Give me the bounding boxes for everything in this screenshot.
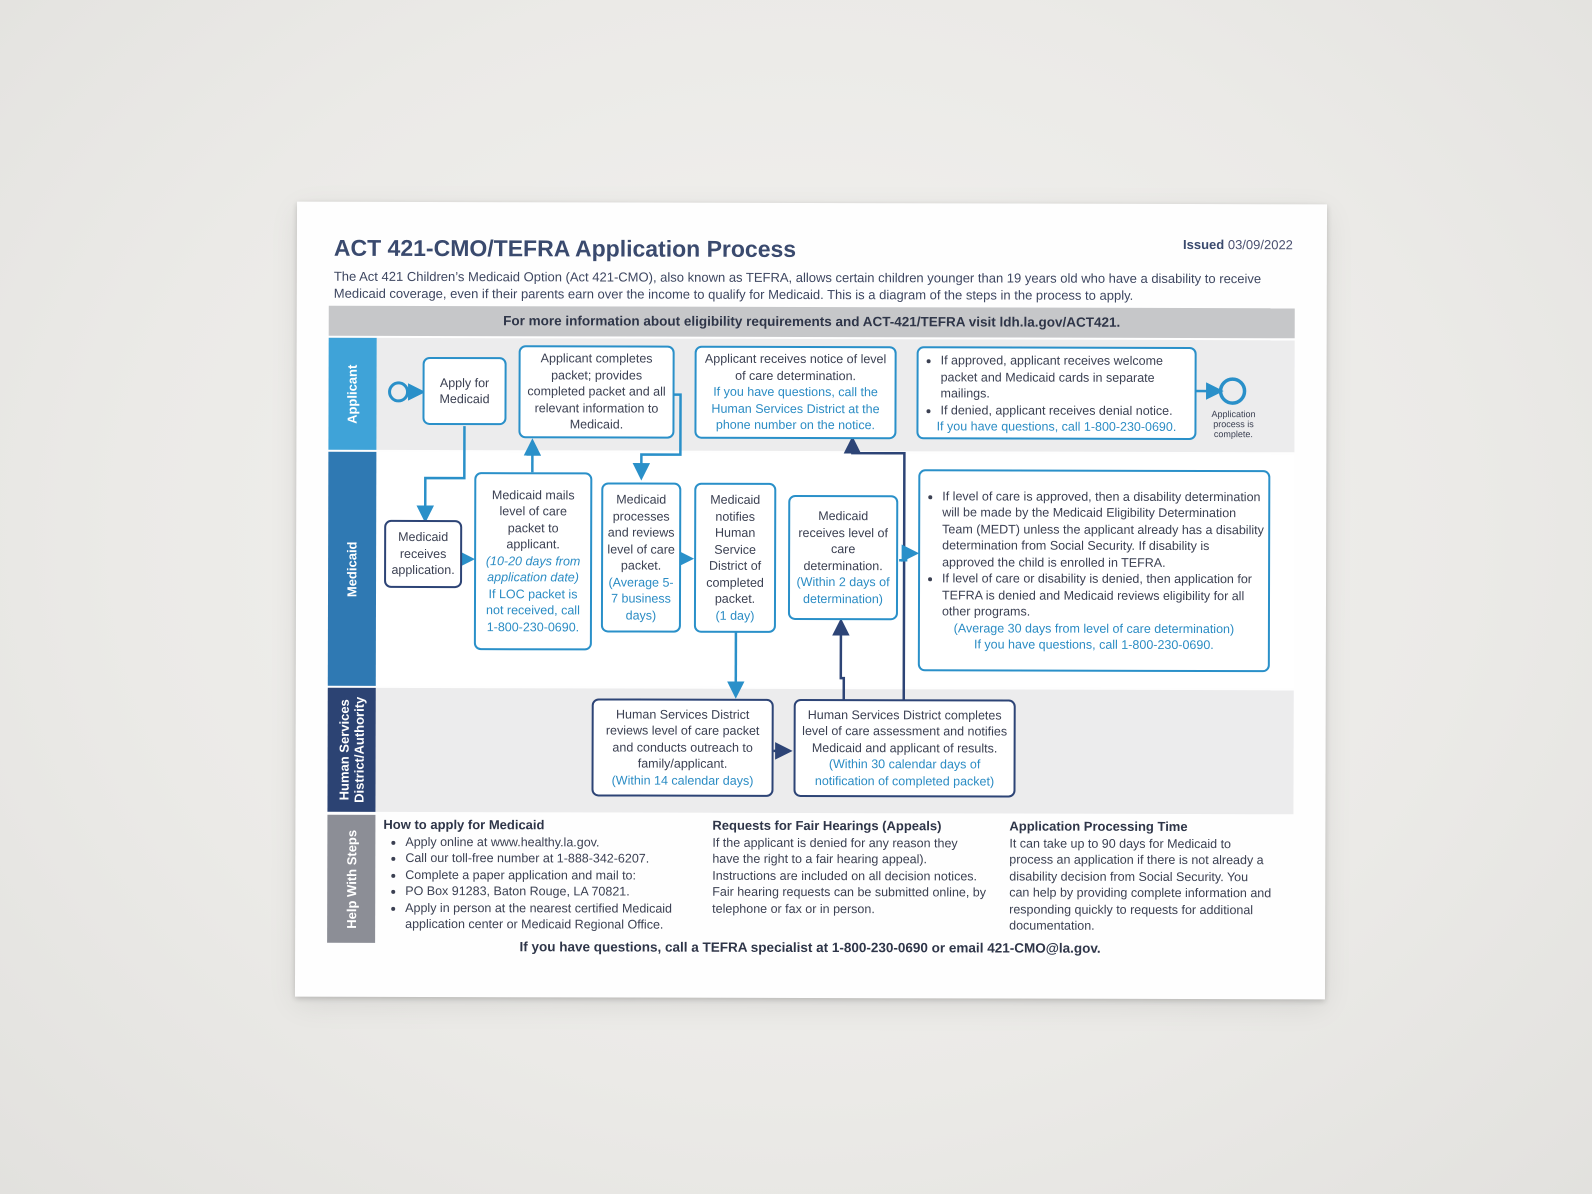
final-approved-item: • If approved, applicant receives welcome packet and Medicaid cards in separate mailings. [941, 352, 1191, 402]
step-notifies-main: Medicaid notifies Human Service District of completed packet. [706, 492, 764, 606]
outcome-denied-item: • If level of care or disability is denied, then application for TEFRA is denied and Medicaid reviews eligibility for all other programs. [942, 570, 1264, 620]
step-medicaid-processes-packet [601, 482, 681, 632]
help-appeals-title: Requests for Fair Hearings (Appeals) [712, 817, 942, 834]
step-apply-text: Apply for Medicaid [439, 375, 490, 407]
step-medicaid-outcome [918, 469, 1271, 672]
lane-help-label: Help With Steps [343, 829, 359, 929]
step-applicant-final-notice [916, 346, 1196, 440]
info-bar: For more information about eligibility requirements and ACT-421/TEFRA visit ldh.la.gov/ACT421. [329, 306, 1295, 339]
step-mails-main: Medicaid mails level of care packet to applicant. [491, 487, 575, 552]
step-mails-time: (10-20 days from application date) [485, 553, 581, 585]
outcome-questions: If you have questions, call 1-800-230-0690. [973, 637, 1214, 653]
help-appeals-text: If the applicant is denied for any reason they have the right to a fair hearing appeal). Instructions are included on all decision notices. Fair hearing requests can be submitted online, by telephone or fax or in person. [712, 835, 987, 916]
lane-hsd-line2: District/Authority [351, 696, 367, 803]
help-apply-section [383, 817, 693, 933]
issued-value: 03/09/2022 [1227, 237, 1293, 253]
outcome-time: (Average 30 days from level of care determination) [953, 620, 1235, 636]
intro-paragraph: The Act 421 Children’s Medicaid Option (Act 421-CMO), also known as TEFRA, allows certain children younger than 19 years old who have a disability to receive Medicaid coverage, even if their parents earn over the income to qualify for Medicaid. This is a diagram of the steps in the process to apply. [333, 268, 1262, 303]
help-time-section [1009, 819, 1271, 935]
step-mails-blue: If LOC packet is not received, call 1-800-230-0690. [486, 586, 580, 635]
outcome-list [924, 488, 1264, 621]
step-hsd-reviews-main: Human Services District reviews level of care packet and conducts outreach to family/applicant. [605, 707, 760, 772]
final-questions: If you have questions, call 1-800-230-0690. [936, 419, 1177, 434]
step-receives-app-text: Medicaid receives application. [391, 530, 455, 578]
lane-medicaid-label: Medicaid [344, 540, 360, 597]
step-medicaid-notifies-hsd [694, 483, 776, 633]
help-time-title: Application Processing Time [1009, 818, 1188, 834]
step-applicant-receives-notice [694, 346, 896, 440]
help-apply-title: How to apply for Medicaid [383, 816, 545, 833]
step-hsd-completes-assessment [793, 699, 1015, 798]
step-medicaid-mails-packet [474, 472, 592, 650]
help-apply-item: • Apply online at www.healthy.la.gov. [405, 833, 693, 850]
help-apply-item: • Apply in person at the nearest certified Medicaid application center or Medicaid Regional Office. [405, 899, 693, 933]
help-appeals-section [712, 818, 987, 918]
step-medicaid-receives-application [384, 520, 462, 588]
step-hsd-reviews-packet [591, 698, 773, 796]
step-notice-main: Applicant receives notice of level of care determination. [704, 351, 887, 383]
step-processes-time: (Average 5-7 business days) [608, 574, 674, 623]
outcome-approved-item: • If level of care is approved, then a disability determination will be made by the Medicaid Eligibility Determination Team (MEDT) unless the applicant already has a disability determination from Social Security. If disability is approved the child is enrolled in TEFRA. [942, 488, 1264, 571]
help-apply-item: • PO Box 91283, Baton Rouge, LA 70821. [405, 883, 693, 900]
end-event-icon [1221, 379, 1245, 403]
step-notifies-time: (1 day) [715, 608, 755, 623]
help-time-text: It can take up to 90 days for Medicaid to process an application if there is not already a disability decision from Social Security. You can help by providing complete information and responding quickly to requests for additional documentation. [1009, 836, 1272, 933]
lane-hsd-line1: Human Services [336, 699, 352, 801]
step-receives-loc-main: Medicaid receives level of care determination. [798, 509, 889, 573]
step-hsd-completes-time: (Within 30 calendar days of notification of completed packet) [814, 757, 995, 789]
start-event-icon [390, 383, 408, 401]
step-applicant-completes-packet [518, 345, 674, 438]
page-title: ACT 421-CMO/TEFRA Application Process [333, 234, 797, 262]
help-apply-list [383, 833, 693, 933]
lane-applicant-label: Applicant [344, 364, 361, 424]
step-receives-loc-time: (Within 2 days of determination) [796, 574, 890, 606]
final-denied-item: • If denied, applicant receives denial notice. [940, 402, 1190, 419]
step-processes-main: Medicaid processes and reviews level of care packet. [607, 492, 675, 573]
step-hsd-completes-main: Human Services District completes level of care assessment and notifies Medicaid and applicant of results. [802, 707, 1008, 756]
step-completes-text: Applicant completes packet; provides completed packet and all relevant information to Medicaid. [527, 351, 666, 432]
footer-contact: If you have questions, call a TEFRA specialist at 1-800-230-0690 or email 421-CMO@la.gov. [519, 939, 1101, 956]
end-label: Application process is complete. [1211, 409, 1256, 440]
step-apply-for-medicaid [422, 357, 506, 425]
step-notice-blue: If you have questions, call the Human Services District at the phone number on the notice. [711, 384, 880, 433]
step-medicaid-receives-loc [788, 495, 898, 620]
step-hsd-reviews-time: (Within 14 calendar days) [611, 773, 754, 788]
help-apply-item: • Complete a paper application and mail to: [405, 866, 693, 883]
issued-label: Issued [1183, 236, 1225, 253]
final-notice-list [922, 352, 1190, 419]
help-apply-item: • Call our toll-free number at 1-888-342-6207. [405, 850, 693, 867]
flyer-page [295, 202, 1327, 1000]
